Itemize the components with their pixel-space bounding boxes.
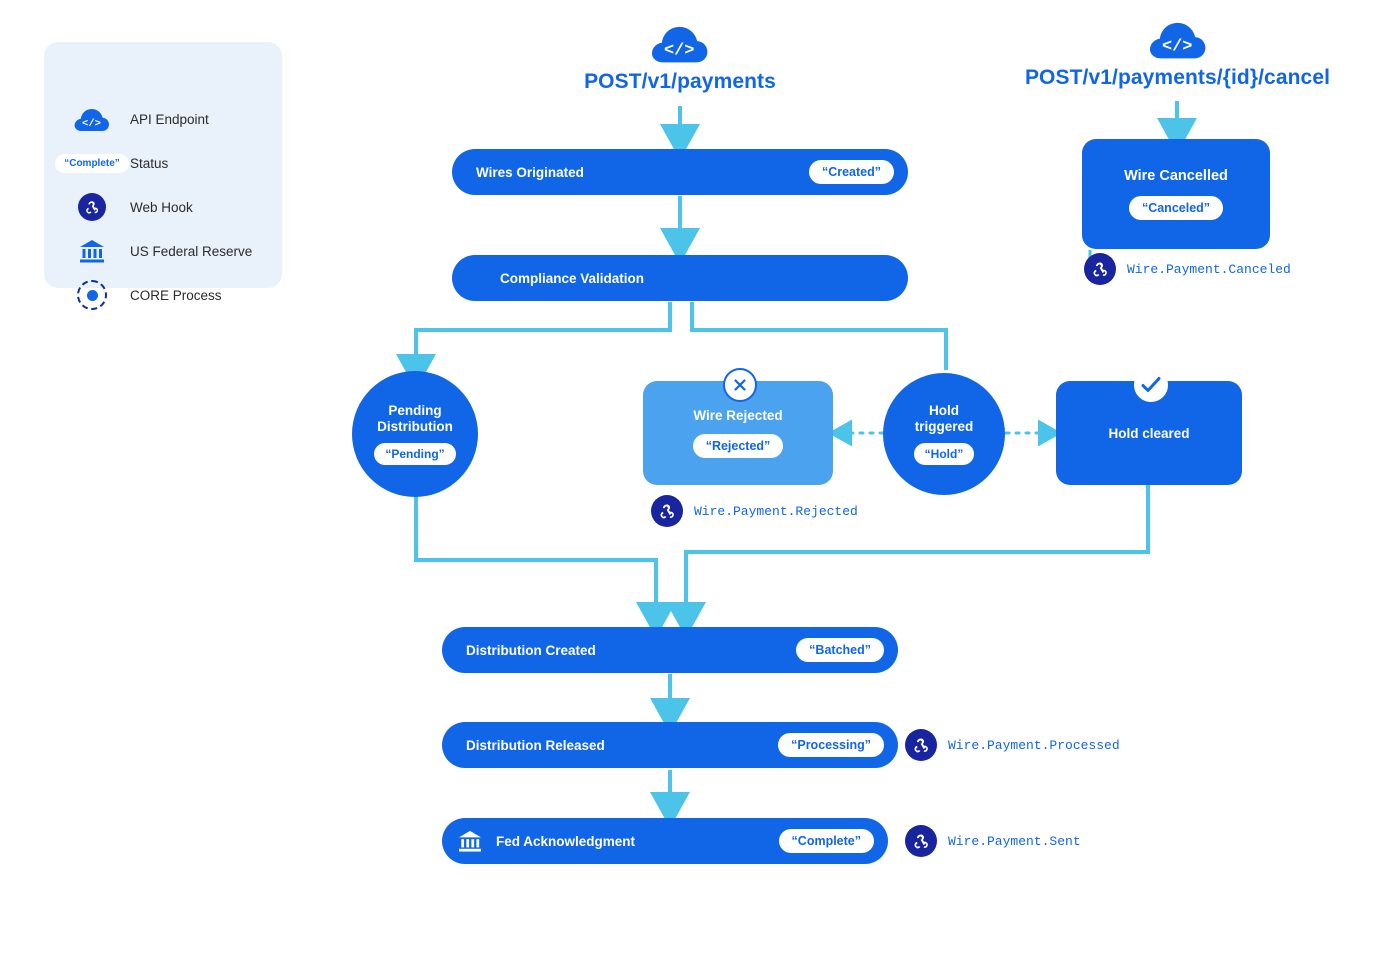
status-badge: “Batched” xyxy=(796,638,884,662)
status-badge: “Canceled” xyxy=(1129,196,1223,220)
web-hook-icon xyxy=(905,729,937,761)
endpoint-create-payment[interactable] xyxy=(500,22,860,94)
api-endpoint-cloud-icon xyxy=(500,22,860,64)
core-process-icon xyxy=(70,280,114,310)
status-badge: “Processing” xyxy=(778,733,884,757)
node-title: Hold triggered xyxy=(914,402,974,434)
node-title: Distribution Created xyxy=(466,642,596,658)
web-hook-icon xyxy=(1084,253,1116,285)
node-title: Hold cleared xyxy=(1108,425,1190,441)
reject-x-icon xyxy=(723,368,757,402)
node-title: Wire Rejected xyxy=(693,408,783,423)
endpoint-label: POST/v1/payments xyxy=(584,70,776,93)
legend-label: Status xyxy=(130,155,169,171)
node-title: Fed Acknowledgment xyxy=(496,833,636,849)
legend-item-web-hook xyxy=(70,190,193,224)
svg-text:</>: </> xyxy=(82,118,101,130)
node-distribution-released[interactable] xyxy=(442,722,898,768)
node-title: Distribution Released xyxy=(466,737,605,753)
node-title: Compliance Validation xyxy=(500,270,645,286)
node-pending-distribution[interactable] xyxy=(352,371,478,497)
svg-text:</>: </> xyxy=(663,41,695,61)
webhook-event-name: Wire.Payment.Sent xyxy=(948,833,1081,849)
node-distribution-created[interactable] xyxy=(442,627,898,673)
webhook-wire-payment-canceled xyxy=(1084,253,1291,285)
legend-label: CORE Process xyxy=(130,287,222,303)
node-title: Pending Distribution xyxy=(377,402,453,434)
legend-item-status xyxy=(64,146,169,180)
status-badge: “Created” xyxy=(809,160,894,184)
svg-text:</>: </> xyxy=(1161,37,1192,57)
us-federal-reserve-bank-icon xyxy=(458,830,482,852)
hold-cleared-check-icon xyxy=(1134,368,1168,402)
legend-item-us-federal-reserve xyxy=(70,234,252,268)
endpoint-label: POST/v1/payments/{id}/cancel xyxy=(1024,66,1331,89)
api-endpoint-cloud-icon xyxy=(70,106,114,132)
web-hook-icon xyxy=(651,495,683,527)
webhook-event-name: Wire.Payment.Processed xyxy=(948,737,1120,753)
node-title: Wire Cancelled xyxy=(1124,168,1228,184)
status-pill-icon xyxy=(64,154,120,173)
node-wires-originated[interactable] xyxy=(452,149,908,195)
legend-label: API Endpoint xyxy=(130,111,209,127)
endpoint-cancel-payment[interactable] xyxy=(995,18,1360,90)
webhook-wire-payment-rejected xyxy=(651,495,858,527)
api-endpoint-cloud-icon xyxy=(995,18,1360,60)
node-title: Wires Originated xyxy=(476,164,584,180)
us-federal-reserve-bank-icon xyxy=(70,239,114,263)
status-badge: “Rejected” xyxy=(693,434,784,458)
legend-label: US Federal Reserve xyxy=(130,243,253,259)
legend-panel xyxy=(44,42,282,303)
node-fed-acknowledgment[interactable] xyxy=(442,818,888,864)
status-badge: “Pending” xyxy=(374,443,455,465)
webhook-event-name: Wire.Payment.Rejected xyxy=(694,503,858,519)
webhook-wire-payment-sent xyxy=(905,825,1081,857)
status-badge: “Hold” xyxy=(914,443,975,465)
web-hook-icon xyxy=(905,825,937,857)
node-hold-triggered[interactable] xyxy=(883,373,1005,495)
legend-item-api-endpoint xyxy=(70,102,209,136)
webhook-wire-payment-processed xyxy=(905,729,1120,761)
status-badge: “Complete” xyxy=(779,829,874,853)
legend-label: Web Hook xyxy=(130,199,193,215)
web-hook-icon xyxy=(70,193,114,221)
node-wire-cancelled[interactable] xyxy=(1082,139,1270,249)
node-compliance-validation[interactable] xyxy=(452,255,908,301)
webhook-event-name: Wire.Payment.Canceled xyxy=(1127,261,1291,277)
status-pill-sample: “Complete” xyxy=(55,154,129,173)
legend-item-core-process xyxy=(70,278,222,312)
